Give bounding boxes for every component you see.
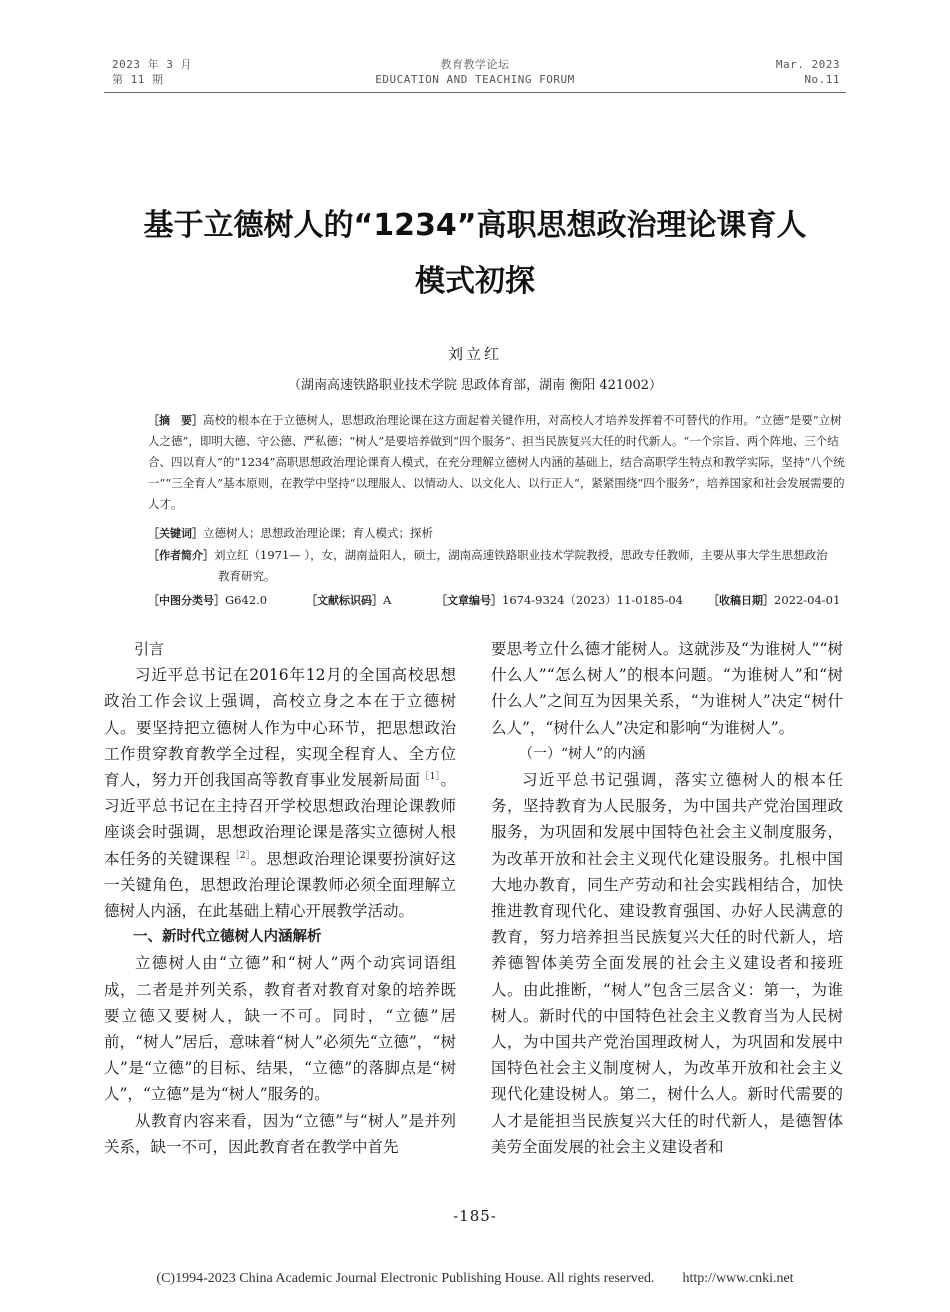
intro-paragraph: [104, 662, 456, 924]
header-month-en: Mar. 2023: [775, 58, 840, 71]
body-column-right: [491, 636, 843, 1160]
received-date-value: 2022-04-01: [774, 593, 841, 607]
subsection-1-heading: （一）“树人”的内涵: [519, 745, 646, 762]
abstract-label: ［摘 要］: [148, 414, 203, 427]
header-journal-en: EDUCATION AND TEACHING FORUM: [375, 73, 575, 86]
section-1-paragraph-2: 从教育内容来看，因为“立德”与“树人”是并列关系，缺一不可，因此教育者在教学中首先: [104, 1111, 456, 1156]
header-rule: [104, 92, 846, 93]
page-number: -185-: [453, 1207, 497, 1225]
article-title: [100, 198, 850, 310]
author-bio: [148, 545, 848, 587]
subsection-1-paragraph: 习近平总书记强调，落实立德树人的根本任务，坚持教育为人民服务，为中国共产党治国理政服务，为巩固和发展中国特色社会主义制度服务，为改革开放和社会主义现代化建设服务。扎根中国大地办教育，同生产劳动和社会实践相结合，加快推进教育现代化、建设教育强国、办好人民满意的教育，努力培养担当民族复兴大任的时代新人，培养德智体美劳全面发展的社会主义建设者和接班人。由此推断，“树人”包含三层含义：第一，为谁树人。新时代的中国特色社会主义教育当为人民树人，为中国共产党治国理政树人，为巩固和发展中国特色社会主义制度树人，为改革开放和社会主义现代化建设树人。第二，树什么人。新时代需要的人才是能担当民族复兴大任的时代新人，是德智体美劳全面发展的社会主义建设者和: [491, 771, 843, 1156]
clc-label: ［中图分类号］: [148, 594, 225, 607]
copyright-notice: (C)1994-2023 China Academic Journal Electronic Publishing House. All rights reserved. http://www.cnki.net: [156, 1271, 794, 1286]
section-1-heading: 一、新时代立德树人内涵解析: [133, 929, 322, 946]
header-issue-number: 第 11 期: [112, 73, 164, 86]
citation-1: ［1］: [420, 771, 441, 782]
header-journal-cn: 教育教学论坛: [440, 58, 510, 71]
intro-text-part2: 。习近平总书记在主持召开学校思想政治理论课教师座谈会时强调，思想政治理论课是落实立德树人根本任务的关键课程: [104, 771, 456, 868]
section-1-paragraph-1: 立德树人由“立德”和“树人”两个动宾词语组成，二者是并列关系，教育者对教育对象的培养既要立德又要树人，缺一不可。同时，“立德”居前，“树人”居后，意味着“树人”必须先“立德”，“树人”是“立德”的目标、结果，“立德”的落脚点是“树人”，“立德”是为“树人”服务的。: [104, 954, 456, 1104]
header-number-en: No.11: [804, 73, 840, 86]
keywords: [148, 523, 848, 544]
doc-code-field: [306, 590, 391, 611]
clc-value: G642.0: [225, 593, 268, 607]
header-year-month: 2023 年 3 月: [112, 58, 192, 71]
received-date-label: ［收稿日期］: [708, 594, 774, 607]
citation-2: ［2］: [230, 850, 251, 861]
article-number-label: ［文章编号］: [436, 594, 502, 607]
clc-field: [148, 590, 267, 611]
continued-paragraph: 要思考立什么德才能树人。这就涉及“为谁树人”“树什么人”“怎么树人”的根本问题。“为谁树人”和“树什么人”之间互为因果关系，“为谁树人”决定“树什么人”，“树什么人”决定和影响“为谁树人”。: [491, 640, 843, 737]
title-line-1: 基于立德树人的“1234”高职思想政治理论课育人: [143, 208, 807, 243]
intro-heading: 引言: [134, 640, 165, 658]
bio-text-line1: 刘立红（1971— ），女，湖南益阳人，硕士，湖南高速铁路职业技术学院教授，思政专任教师，主要从事大学生思想政治: [214, 548, 828, 562]
doc-code-label: ［文献标识码］: [306, 594, 383, 607]
keywords-label: ［关键词］: [148, 527, 203, 540]
intro-text-part3: 。思想政治理论课要扮演好这一关键角色，思想政治理论课教师必须全面理解立德树人内涵，在此基础上精心开展教学活动。: [104, 849, 456, 921]
abstract: [148, 410, 848, 515]
title-line-2: 模式初探: [415, 264, 535, 299]
bio-text-line2: 教育研究。: [218, 569, 276, 583]
intro-text-part1: 习近平总书记在2016年12月的全国高校思想政治工作会议上强调，高校立身之本在于立德树人。要坚持把立德树人作为中心环节，把思想政治工作贯穿教育教学全过程，实现全程育人、全方位育人，努力开创我国高等教育事业发展新局面: [104, 666, 456, 790]
received-date-field: [708, 590, 840, 611]
body-column-left: [104, 636, 456, 1160]
doc-code-value: A: [383, 593, 392, 607]
author-affiliation: （湖南高速铁路职业技术学院 思政体育部，湖南 衡阳 421002）: [287, 378, 663, 393]
bio-label: ［作者简介］: [148, 549, 214, 562]
article-number-field: [436, 590, 683, 611]
article-number-value: 1674-9324（2023）11-0185-04: [502, 593, 683, 607]
keywords-text: 立德树人；思想政治理论课；育人模式；探析: [203, 526, 433, 540]
abstract-text: 高校的根本在于立德树人，思想政治理论课在这方面起着关键作用，对高校人才培养发挥着不可替代的作用。“立德”是要“立树人之德”，即明大德、守公德、严私德；“树人”是要培养做到“四个服务”、担当民族复兴大任的时代新人。“一个宗旨、两个阵地、三个结合、四以育人”的“1234”高职思想政治理论课育人模式，在充分理解立德树人内涵的基础上，结合高职学生特点和教学实际，坚持“八个统一”“三全育人”基本原则，在教学中坚持“以理服人、以情动人、以文化人、以行正人”，紧紧围绕“四个服务”，培养国家和社会发展需要的人才。: [148, 413, 845, 511]
header-issue-en: [776, 57, 840, 87]
author-name: 刘立红: [447, 345, 502, 363]
